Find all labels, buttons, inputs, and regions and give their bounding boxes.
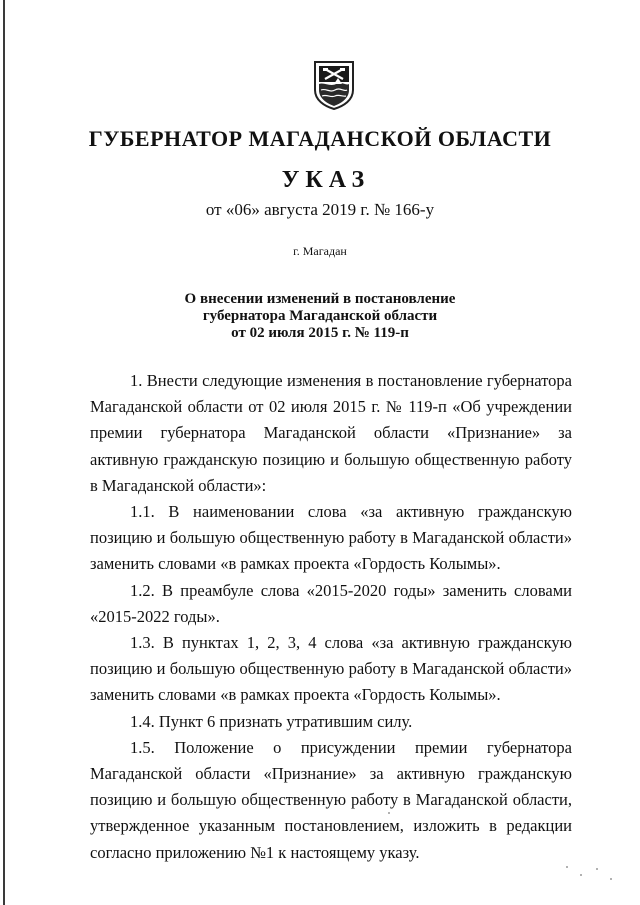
issuing-authority: ГУБЕРНАТОР МАГАДАНСКОЙ ОБЛАСТИ <box>88 126 552 151</box>
document-city: г. Магадан <box>293 244 347 258</box>
scan-speck <box>580 874 582 876</box>
document-date-number: от «06» августа 2019 г. № 166-у <box>205 200 435 219</box>
paragraph-1-5: 1.5. Положение о присуждении премии губернатора Магаданской области «Признание» за активную гражданскую позицию и большую общественную работу в Магаданской области, утвержденное указанным постановлением, изложить в редакции согласно приложению №1 к настоящему указу. <box>90 737 572 862</box>
scan-speck <box>566 866 568 868</box>
document-subject <box>0 291 640 342</box>
scan-speck <box>388 812 390 814</box>
subject-line: О внесении изменений в постановление <box>184 291 456 307</box>
document-body <box>90 368 572 866</box>
scan-speck <box>596 868 598 870</box>
paragraph-1-2: 1.2. В преамбуле слова «2015-2020 годы» заменить словами «2015-2022 годы». <box>90 580 572 626</box>
coat-of-arms-icon <box>312 60 356 110</box>
scan-speck <box>610 878 612 880</box>
paragraph-1: 1. Внести следующие изменения в постановление губернатора Магаданской области от 02 июля 2015 г. № 119-п «Об учреждении премии губернатора Магаданской области «Признание» за активную гражданскую позицию и большую общественную работу в Магаданской области»: <box>90 371 572 495</box>
subject-line: от 02 июля 2015 г. № 119-п <box>231 325 409 341</box>
document-type: УКАЗ <box>281 167 371 193</box>
paragraph-1-1: 1.1. В наименовании слова «за активную гражданскую позицию и большую общественную работу в Магаданской области» заменить словами «в рамках проекта «Гордость Колымы». <box>90 502 572 574</box>
paragraph-1-4: 1.4. Пункт 6 признать утратившим силу. <box>130 711 413 731</box>
subject-line: губернатора Магаданской области <box>202 308 438 324</box>
paragraph-1-3: 1.3. В пунктах 1, 2, 3, 4 слова «за активную гражданскую позицию и большую общественную работу в Магаданской области» заменить словами «в рамках проекта «Гордость Колымы». <box>90 633 572 705</box>
